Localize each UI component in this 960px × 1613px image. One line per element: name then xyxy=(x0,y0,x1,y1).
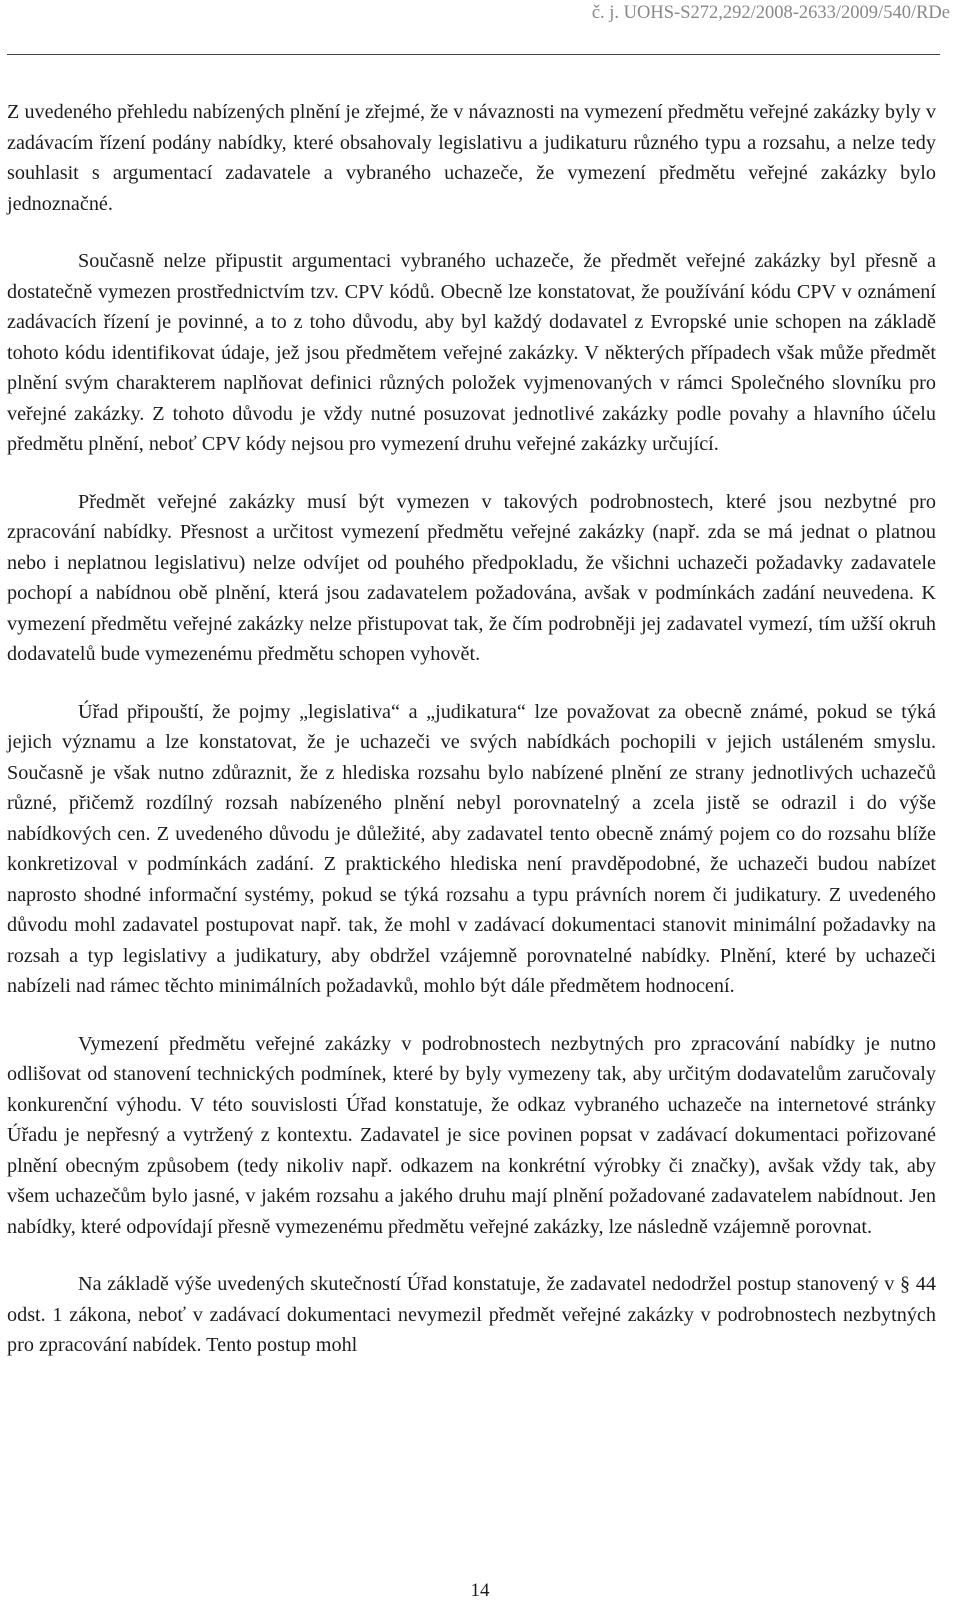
document-body xyxy=(7,97,936,1388)
page-number: 14 xyxy=(470,1580,490,1601)
paragraph-offer-overview: Z uvedeného přehledu nabízených plnění je zřejmé, že v návaznosti na vymezení předmětu veřejné zakázky byly v zadávacím řízení podány nabídky, které obsahovaly legislativu a judikaturu různého typu a rozsahu, a nelze tedy souhlasit s argumentací zadavatele a vybraného uchazeče, že vymezení předmětu veřejné zakázky bylo jednoznačné. xyxy=(7,101,936,215)
paragraph-legislation-terms: Úřad připouští, že pojmy „legislativa“ a „judikatura“ lze považovat za obecně známé, pokud se týká jejich významu a lze konstatovat, že je uchazeči ve svých nabídkách pochopili v jejich ustáleném smyslu. Současně je však nutno zdůraznit, že z hlediska rozsahu bylo nabízené plnění ze strany jednotlivých uchazečů různé, přičemž rozdílný rozsah nabízeného plnění nebyl porovnatelný a zcela jistě se odrazil i do výše nabídkových cen. Z uvedeného důvodu je důležité, aby zadavatel tento obecně známý pojem co do rozsahu blíže konkretizoval v podmínkách zadání. Z praktického hlediska není pravděpodobné, že uchazeči budou nabízet naprosto shodné informační systémy, pokud se týká rozsahu a typu právních norem či judikatury. Z uvedeného důvodu mohl zadavatel postupovat např. tak, že mohl v zadávací dokumentaci stanovit minimální požadavky na rozsah a typ legislativy a judikatury, aby obdržel vzájemně porovnatelné nabídky. Plnění, které by uchazeči nabízeli nad rámec těchto minimálních požadavků, mohlo být dále předmětem hodnocení. xyxy=(7,700,936,997)
paragraph-technical-conditions: Vymezení předmětu veřejné zakázky v podrobnostech nezbytných pro zpracování nabídky je nutno odlišovat od stanovení technických podmínek, které by byly vymezeny tak, aby určitým dodavatelům zaručovaly konkurenční výhodu. V této souvislosti Úřad konstatuje, že odkaz vybraného uchazeče na internetové stránky Úřadu je nepřesný a vytržený z kontextu. Zadavatel je sice povinen popsat v zadávací dokumentaci pořizované plnění obecným způsobem (tedy nikoliv např. odkazem na konkrétní výrobky či značky), avšak vždy tak, aby všem uchazečům bylo jasné, v jakém rozsahu a jakého druhu mají plnění požadované zadavatelem nabídnout. Jen nabídky, které odpovídají přesně vymezenému předmětu veřejné zakázky, lze následně vzájemně porovnat. xyxy=(7,1032,936,1238)
paragraph-cpv-codes: Současně nelze připustit argumentaci vybraného uchazeče, že předmět veřejné zakázky byl přesně a dostatečně vymezen prostřednictvím tzv. CPV kódů. Obecně lze konstatovat, že používání kódu CPV v oznámení zadávacích řízení je povinné, a to z toho důvodu, aby byl každý dodavatel z Evropské unie schopen na základě tohoto kódu identifikovat údaje, jež jsou předmětem veřejné zakázky. V některých případech však může předmět plnění svým charakterem naplňovat definici různých položek vyjmenovaných v rámci Společného slovníku pro veřejné zakázky. Z tohoto důvodu je vždy nutné posuzovat jednotlivé zakázky podle povahy a hlavního účelu předmětu plnění, neboť CPV kódy nejsou pro vymezení druhu veřejné zakázky určující. xyxy=(7,250,936,455)
paragraph-conclusion: Na základě výše uvedených skutečností Úřad konstatuje, že zadavatel nedodržel postup stanovený v § 44 odst. 1 zákona, neboť v zadávací dokumentaci nevymezil předmět veřejné zakázky v podrobnostech nezbytných pro zpracování nabídek. Tento postup mohl xyxy=(7,1273,936,1356)
case-reference-header: č. j. UOHS-S272,292/2008-2633/2009/540/RDe xyxy=(591,3,950,23)
paragraph-subject-definition: Předmět veřejné zakázky musí být vymezen v takových podrobnostech, které jsou nezbytné pro zpracování nabídky. Přesnost a určitost vymezení předmětu veřejné zakázky (např. zda se má jednat o platnou nebo i neplatnou legislativu) nelze odvíjet od pouhého předpokladu, že všichni uchazeči požadavky zadavatele pochopí a nabídnou obě plnění, která jsou zadavatelem požadována, avšak v podmínkách zadání neuvedena. K vymezení předmětu veřejné zakázky nelze přistupovat tak, že čím podrobněji jej zadavatel vymezí, tím užší okruh dodavatelů bude vymezenému předmětu schopen vyhovět. xyxy=(7,490,936,665)
header-divider xyxy=(7,54,940,55)
